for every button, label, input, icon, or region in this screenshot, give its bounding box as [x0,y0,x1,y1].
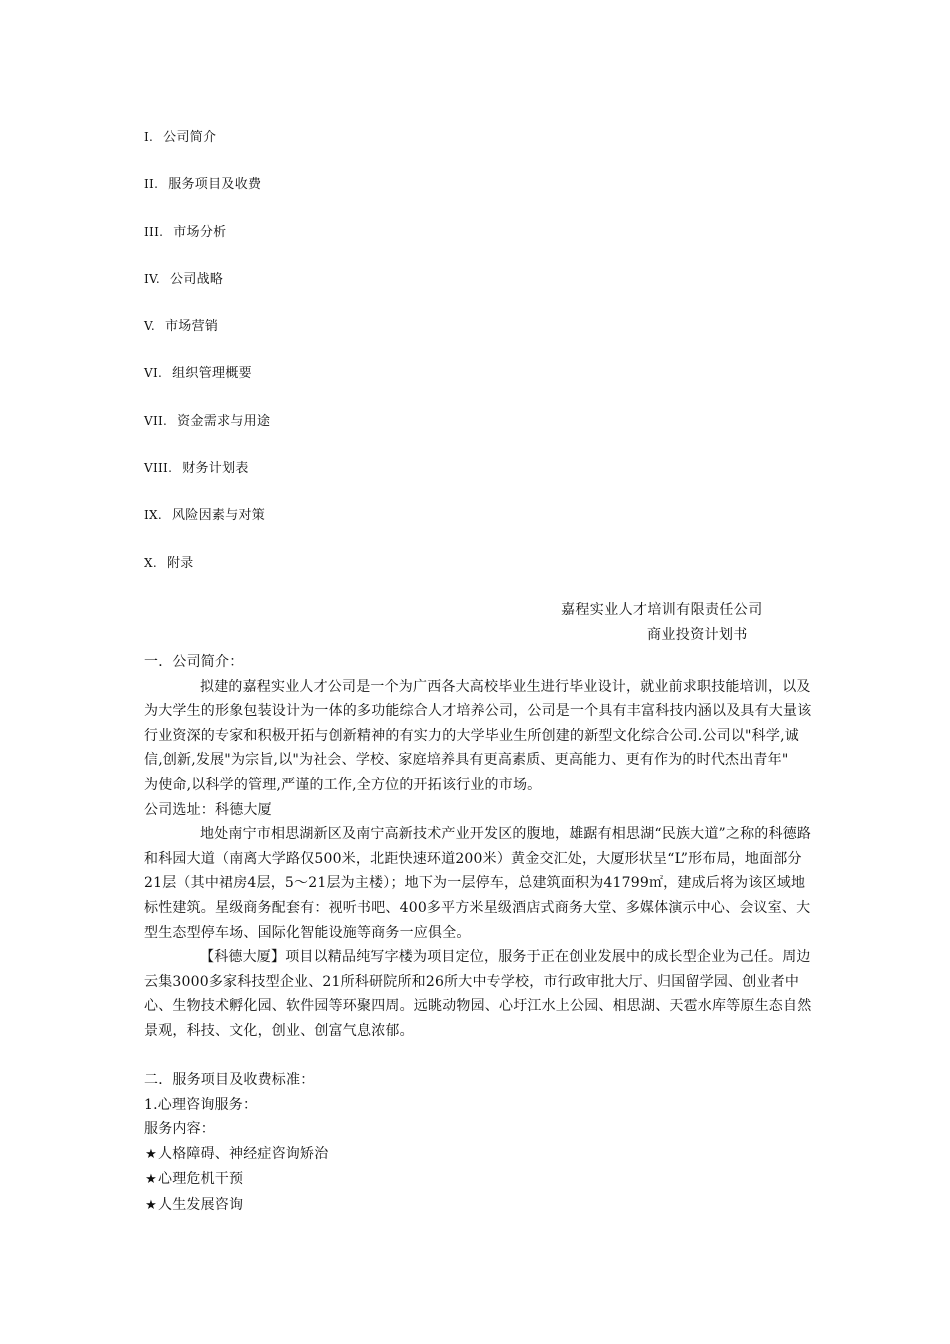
toc-item-label: 市场营销 [164,319,219,335]
sub-heading: 1.心理咨询服务： [144,1096,258,1113]
star-icon: ★ [145,1198,157,1214]
toc-item-number: IV. [144,271,161,286]
section-heading: 一．公司简介： [144,654,244,670]
table-of-contents [144,127,744,600]
document-title: 商业投资计划书 [647,627,748,643]
toc-item [144,316,744,363]
site-label: 公司选址：科德大厦 [144,801,272,818]
toc-item-label: 服务项目及收费 [168,177,262,193]
star-icon: ★ [145,1172,157,1188]
toc-item-number: III. [144,224,164,239]
toc-item [144,411,744,458]
toc-item [144,458,744,505]
toc-item [144,269,744,316]
toc-item [144,174,744,221]
company-name: 嘉程实业人才培训有限责任公司 [561,602,763,618]
toc-item-number: X. [144,555,157,570]
list-item [144,1167,812,1193]
toc-item-number: II. [144,177,159,192]
paragraph-spacer [144,1044,812,1069]
list-item [144,1193,812,1219]
toc-item-label: 附录 [166,555,194,571]
toc-item-number: I. [144,130,154,144]
toc-item [144,505,744,552]
list-item [144,1142,812,1168]
toc-item-number: VII. [144,413,168,428]
toc-item-number: VI. [144,366,163,381]
company-intro-paragraph: 拟建的嘉程实业人才公司是一个为广西各大高校毕业生进行毕业设计，就业前求职技能培训，以及为大学生的形象包装设计为一体的多功能综合人才培养公司，公司是一个具有丰富科技内涵以及具有大量该行业资深的专家和积极开拓与创新精神的有实力的大学毕业生所创建的新型文化综合公司.公司以"科学,诚信,创新,发展"为宗旨,以"为社会、学校、家庭培养具有更高素质、更高能力、更有作为的时代杰出青年" 为使命,以科学的管理,严谨的工作,全方位的开拓该行业的市场。 [144,678,812,793]
toc-item-label: 公司战略 [170,271,224,287]
toc-item-label: 公司简介 [163,130,217,145]
toc-item-number: IX. [144,508,162,523]
toc-item [144,222,744,269]
section-heading: 二．服务项目及收费标准： [144,1072,315,1089]
toc-item [144,363,744,410]
toc-item-number: VIII. [144,461,173,476]
location-paragraph: 地处南宁市相思湖新区及南宁高新技术产业开发区的腹地，雄踞有相思湖“民族大道”之称的科德路和科园大道（南离大学路仅500米，北距快速环道200米）黄金交汇处，大厦形状呈“L”形布局，地面部分21层（其中裙房4层，5～21层为主楼）；地下为一层停车，总建筑面积为41799㎡，建成后将为该区域地标性建筑。星级商务配套有：视听书吧、400多平方米星级酒店式商务大堂、多媒体演示中心、会议室、大型生态型停车场、国际化智能设施等商务一应俱全。 [144,826,812,941]
toc-item-label: 风险因素与对策 [172,508,266,524]
document-body [144,650,812,1219]
star-icon: ★ [145,1146,157,1162]
toc-item-label: 组织管理概要 [172,366,252,382]
list-item-text: 心理危机干预 [158,1171,244,1188]
toc-item [144,127,744,174]
list-item-text: 人格障碍、神经症咨询矫治 [158,1145,329,1162]
content-label: 服务内容： [144,1121,215,1138]
building-paragraph: 【科德大厦】项目以精品纯写字楼为项目定位，服务于正在创业发展中的成长型企业为己任。周边云集3000多家科技型企业、21所科研院所和26所大中专学校，市行政审批大厅、归国留学园、创业者中心、生物技术孵化园、软件园等环聚四周。远眺动物园、心圩江水上公园、相思湖、天雹水库等原生态自然景观，科技、文化，创业、创富气息浓郁。 [144,949,812,1039]
toc-item-number: V. [144,319,155,334]
toc-item-label: 财务计划表 [182,461,249,477]
list-item-text: 人生发展咨询 [158,1197,244,1214]
toc-item-label: 资金需求与用途 [177,413,271,429]
toc-item [144,553,744,600]
toc-item-label: 市场分析 [173,224,227,240]
